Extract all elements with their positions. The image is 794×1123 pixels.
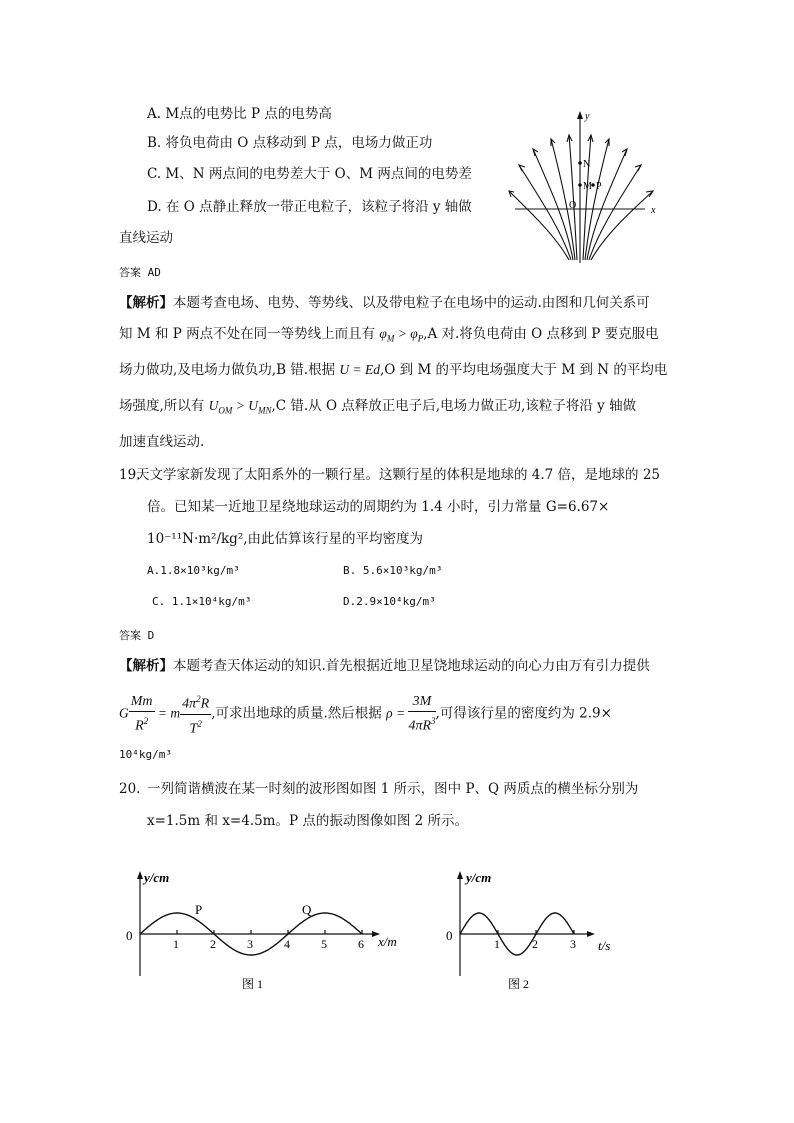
q18-answer: 答案 AD: [119, 266, 161, 279]
formula-uom-gt-umn: $U_{OM} > U_{MN}$: [208, 398, 272, 416]
q18-option-c: C. M、N 两点间的电势差大于 O、M 两点间的电势差: [147, 166, 472, 182]
q19-stem-line2: 倍。已知某一近地卫星绕地球运动的周期约为 1.4 小时，引力常量 G=6.67×: [147, 499, 610, 515]
fig1-xlabel: x/m: [378, 934, 397, 949]
q18-option-d-cont: 直线运动: [119, 230, 173, 246]
fig1-q-label: Q: [302, 902, 312, 917]
q18-option-d: D. 在 O 点静止释放一带正电粒子，该粒子将沿 y 轴做: [147, 199, 472, 215]
y-axis-label: y: [585, 111, 590, 122]
formula-gravity: G: [119, 705, 129, 721]
q19-analysis-line1: 【解析】本题考查天体运动的知识.首先根据近地卫星饶地球运动的向心力由万有引力提供: [119, 658, 650, 674]
q18-analysis-line2: 知 M 和 P 两点不处在同一等势线上而且有 $\varphi_M > \varphi_P,A$ 对.将负电荷由 O 点移到 P 要克服电: [119, 326, 659, 344]
fig1-origin: 0: [126, 928, 133, 943]
field-line-figure: [505, 105, 665, 265]
q18-analysis-line5: 加速直线运动.: [119, 434, 205, 450]
fig1-tick-label: 2: [210, 937, 216, 951]
q18-option-a: A. M点的电势比 P 点的电势高: [147, 106, 332, 122]
q19-answer: 答案 D: [119, 629, 155, 642]
formula-phi-m-gt-phi-p: $\varphi_M > \varphi_P$: [379, 326, 424, 344]
q18-analysis-line3: 场力做功,及电场力做负功,B 错.根据 U = Ed,O 到 M 的平均电场强度大于 M 到 N 的平均电: [119, 362, 668, 378]
q19-option-b: B. 5.6×10³kg/m³: [343, 564, 443, 577]
q20-stem-line2: x=1.5m 和 x=4.5m。P 点的振动图像如图 2 所示。: [147, 813, 469, 829]
fig1-p-label: P: [195, 902, 203, 917]
fig2-xlabel: t/s: [598, 938, 611, 953]
formula-density: ρ =: [386, 705, 409, 721]
figure-2-vibration: [440, 866, 620, 996]
q20-stem-line1: 一列简谐横波在某一时刻的波形图如图 1 所示，图中 P、Q 两质点的横坐标分别为: [147, 781, 639, 797]
q19-analysis-line2: G $\frac{Mm}{R^2}$ = m $\frac{4\pi^2R}{T^2}$ ,可求出地球的质量.然后根据 ρ = $\frac{3M}{4\pi R^3}$ ,可得该行星的密度约为 2.9×: [119, 690, 612, 730]
point-n-label: N: [583, 159, 591, 170]
fig1-tick-label: 5: [321, 937, 327, 951]
fig1-ylabel: y/cm: [144, 870, 170, 885]
fig2-tick-label: 2: [532, 937, 538, 951]
fig2-tick-label: 1: [494, 937, 500, 951]
point-m-label: M: [583, 181, 592, 192]
fig1-tick-label: 1: [173, 937, 179, 951]
fig1-tick-label: 3: [247, 937, 253, 951]
formula-u-eq-ed: U = Ed: [339, 362, 380, 377]
x-axis-label: x: [651, 205, 656, 216]
q19-option-c: C. 1.1×10⁴kg/m³: [152, 595, 252, 608]
q19-option-a: A.1.8×10³kg/m³: [147, 564, 240, 577]
point-p-label: P: [596, 181, 602, 192]
fig1-tick-label: 4: [284, 937, 290, 951]
q19-option-d: D.2.9×10⁴kg/m³: [343, 595, 436, 608]
q18-analysis-line4: 场强度,所以有 $U_{OM} > U_{MN},C$ 错.从 O 点释放正电子后,电场力做正功,该粒子将沿 y 轴做: [119, 398, 637, 416]
q19-number: 19.: [119, 467, 141, 483]
q20-number: 20.: [119, 781, 141, 797]
fig2-tick-label: 3: [570, 937, 576, 951]
fig1-tick-label: 6: [358, 937, 364, 951]
fig1-caption: 图 1: [242, 977, 264, 991]
q19-analysis-line3: 10⁴kg/m³: [119, 748, 172, 761]
figure-1-waveform: [120, 866, 410, 996]
q19-stem-line1: 天文学家新发现了太阳系外的一颗行星。这颗行星的体积是地球的 4.7 倍，是地球的 25: [136, 467, 661, 483]
q18-option-b: B. 将负电荷由 O 点移动到 P 点，电场力做正功: [147, 135, 433, 151]
fig2-origin: 0: [446, 928, 453, 943]
q18-analysis-line1: 【解析】本题考查电场、电势、等势线、以及带电粒子在电场中的运动.由图和几何关系可: [119, 295, 650, 311]
origin-o-label: O: [569, 200, 577, 211]
q19-stem-line3: 10⁻¹¹N·m²/kg²,由此估算该行星的平均密度为: [147, 531, 424, 547]
fig2-caption: 图 2: [508, 977, 530, 991]
fig2-ylabel: y/cm: [466, 870, 492, 885]
